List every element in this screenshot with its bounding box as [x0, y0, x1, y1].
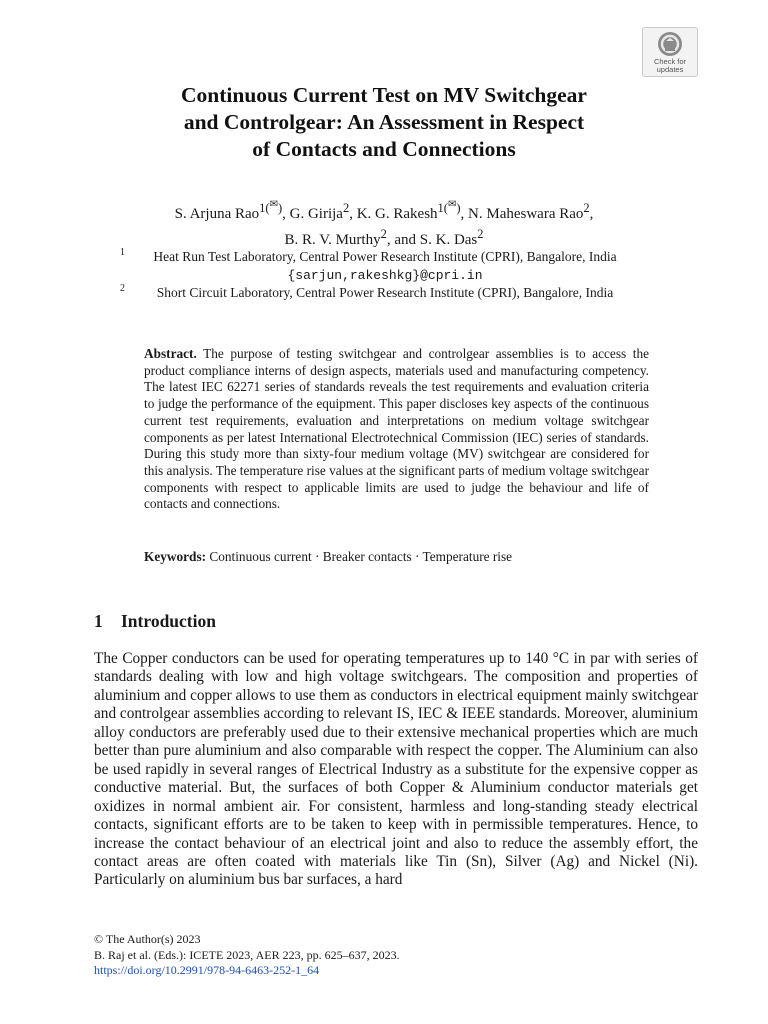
author-name: N. Maheswara Rao — [468, 206, 584, 222]
section-title: Introduction — [121, 611, 216, 631]
title-line-1: Continuous Current Test on MV Switchgear — [181, 83, 587, 107]
title-line-2: and Controlgear: An Assessment in Respect — [183, 110, 585, 134]
doi-link[interactable]: https://doi.org/10.2991/978-94-6463-252-1_64 — [94, 963, 320, 977]
keywords-text: Continuous current · Breaker contacts · Temperature rise — [209, 549, 513, 564]
paper-title — [84, 82, 684, 163]
abstract-label: Abstract. — [144, 346, 197, 361]
author-name: S. K. Das — [419, 232, 478, 248]
mail-icon[interactable]: ✉ — [447, 198, 457, 210]
check-updates-icon — [657, 31, 683, 57]
keywords — [144, 548, 649, 565]
affiliation-number: 2 — [120, 283, 125, 294]
section-number: 1 — [94, 611, 103, 631]
title-line-3: of Contacts and Connections — [252, 137, 516, 161]
author-name: G. Girija — [289, 206, 343, 222]
citation: B. Raj et al. (Eds.): ICETE 2023, AER 223, pp. 625–637, 2023. — [94, 947, 400, 962]
affiliation-text: Heat Run Test Laboratory, Central Power Research Institute (CPRI), Bangalore, India — [153, 249, 617, 264]
section-heading — [94, 610, 216, 632]
page-footer — [94, 932, 400, 979]
abstract-text: The purpose of testing switchgear and controlgear assemblies is to access the product compliance interns of design aspects, materials used and manufacturing competency. The latest IEC 62271 series of standards reveals the test requirements and evaluation criteria to judge the performance of the equipment. This paper discloses key aspects of the continuous current test requirements, evaluation and interpretations on medium voltage switchgear components as per latest International Electrotechnical Commission (IEC) series of standards. During this study more than sixty-four medium voltage (MV) switchgear are considered for this analysis. The temperature rise values at the significant parts of medium voltage switchgear components with respect to applicable limits are used to judge the behaviour and life of contacts and connections. — [144, 346, 649, 512]
affiliation-2 — [100, 284, 670, 302]
mail-icon[interactable]: ✉ — [269, 198, 278, 210]
check-for-updates-badge[interactable] — [642, 27, 698, 77]
keywords-label: Keywords: — [144, 549, 207, 564]
author-list: S. Arjuna Rao$^{1(^✉)}$, G. Girija$^2$, K. G. Rakesh$^{1(^✉)}$, N. Maheswara Rao$^2$, B. R. V. Murthy$^2$, and S. K. Das$^2$ — [174, 198, 594, 248]
affiliation-number: 1 — [120, 247, 125, 258]
badge-label: Check for — [653, 57, 687, 66]
author-name: S. Arjuna Rao — [174, 206, 260, 222]
affiliation-1 — [100, 248, 670, 285]
copyright: © The Author(s) 2023 — [94, 932, 201, 946]
abstract — [144, 346, 649, 513]
badge-label-2: updates — [656, 65, 684, 74]
body-paragraph: The Copper conductors can be used for operating temperatures up to 140 °C in par with series of standards dealing with low and high voltage switchgears. The composition and properties of aluminium and copper allows to use them as conductors in electrical equipment mainly switchgear and controlgear assemblies according to relevant IS, IEC & IEEE standards. Moreover, aluminium alloy conductors are preferably used due to their extensive mechanical properties which are much better than pure aluminium and also comparable with respect the copper. The Aluminium can also be used rapidly in several ranges of Electrical Industry as a substitute for the expensive copper as conductive material. But, the surfaces of both Copper & Aluminium conductor materials get oxidizes in normal ambient air. For consistent, harmless and long-standing steady electrical contacts, significant efforts are to be taken to keep with in permissible temperatures. Hence, to increase the contact behaviour of an electrical joint and also to reduce the assembly effort, the contact areas are often coated with materials like Tin (Sn), Silver (Ag) and Nickel (Ni). Particularly on aluminium bus bar surfaces, a hard — [94, 650, 698, 889]
author-name: K. G. Rakesh — [356, 206, 438, 222]
affiliation-text: Short Circuit Laboratory, Central Power Research Institute (CPRI), Bangalore, India — [156, 285, 614, 300]
author-email[interactable]: {sarjun,rakeshkg}@cpri.in — [287, 268, 483, 283]
author-name: B. R. V. Murthy — [284, 232, 381, 248]
